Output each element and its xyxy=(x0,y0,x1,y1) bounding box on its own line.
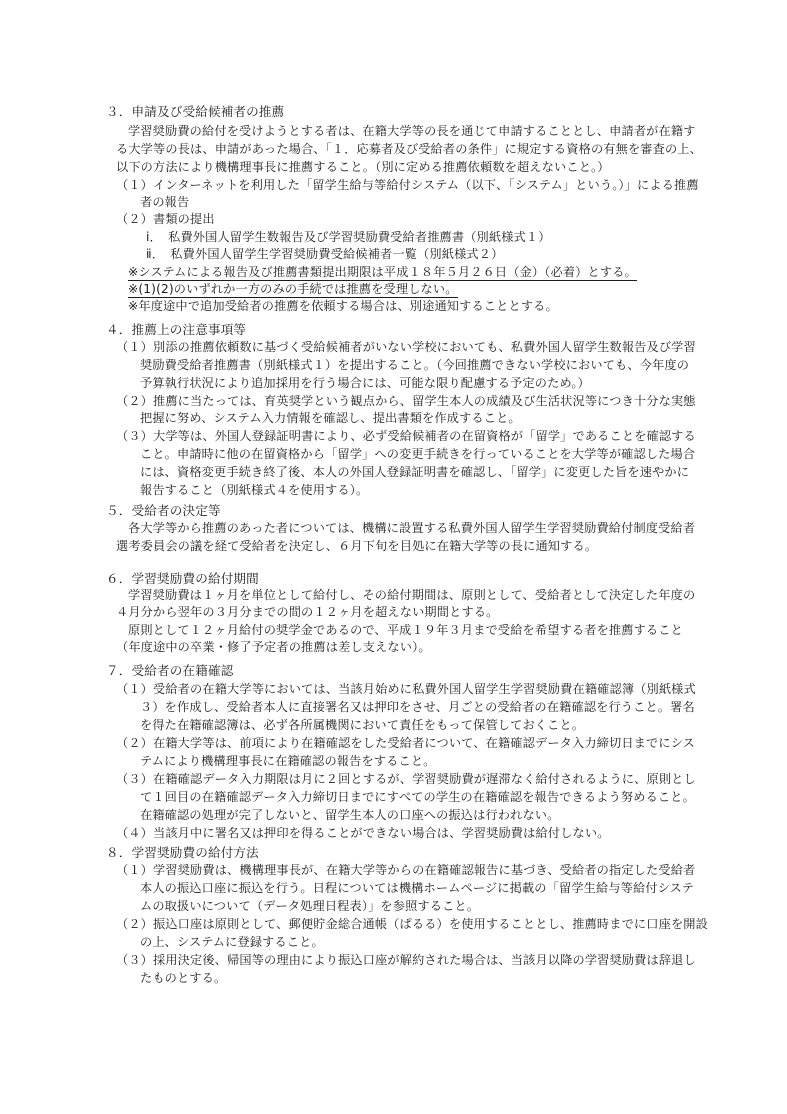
list-item-continuation: 把握に努め、システム入力情報を確認し、提出書類を作成すること。 xyxy=(140,411,521,425)
list-item-continuation: 予算執行状況により追加採用を行う場合には、可能な限り配慮する予定のため。） xyxy=(140,376,590,390)
section-heading: ７．受給者の在籍確認 xyxy=(106,663,234,678)
paragraph-line: 選考委員会の議を経て受給者を決定し、６月下旬を目処に在籍大学等の長に通知する。 xyxy=(116,539,598,553)
list-item: （１）受給者の在籍大学等においては、当該月始めに私費外国人留学生学習奨励費在籍確認簿（別紙様式 xyxy=(116,682,696,696)
section-heading: ４．推薦上の注意事項等 xyxy=(106,322,247,337)
list-item-continuation: 在籍確認の処理が完了しないと、留学生本人の口座への振込は行われない。 xyxy=(140,808,560,822)
list-item-continuation: には、資格変更手続き終了後、本人の外国人登録証明書を確認し、「留学」に変更した旨を速やかに xyxy=(140,465,690,479)
paragraph-line: 学習奨励費の給付を受けようとする者は、在籍大学等の長を通じて申請することとし、申請者が在籍す xyxy=(128,124,696,138)
list-item: （２）書類の提出 xyxy=(116,212,215,226)
list-item: （２）振込口座は原則として、郵便貯金総合通帳（ぱるる）を使用することとし、推薦時までに口座を開設 xyxy=(116,917,708,931)
list-item-continuation: の上、システムに登録すること。 xyxy=(140,935,324,949)
list-item: （３）大学等は、外国人登録証明書により、必ず受給候補者の在留資格が「留学」であることを確認する xyxy=(116,429,696,443)
list-item-continuation: 報告すること（別紙様式４を使用する）。 xyxy=(140,483,369,497)
section-heading: ８．学習奨励費の給付方法 xyxy=(106,845,259,860)
list-item: （１）学習奨励費は、機構理事長が、在籍大学等からの在籍確認報告に基づき、受給者の指定した受給者 xyxy=(116,863,696,877)
paragraph-line: （年度途中の卒業・修了予定者の推薦は差し支えない）。 xyxy=(116,640,431,654)
additional-note: ※年度途中で追加受給者の推薦を依頼する場合は、別途通知することとする。 xyxy=(128,299,558,313)
paragraph-line: 原則として１２ヶ月給付の奨学金であるので、平成１９年３月まで受給を希望する者を推薦すること xyxy=(128,623,683,637)
list-item-continuation: こと。申請時に他の在留資格から「留学」への変更手続きを行っていることを大学等が確認した場合 xyxy=(140,447,696,461)
sub-list-item: ⅰ． 私費外国人留学生数報告及び学習奨励費受給者推薦書（別紙様式１） xyxy=(146,230,551,244)
section-heading: ３．申請及び受給候補者の推薦 xyxy=(106,104,285,119)
paragraph-line: 以下の方法により機構理事長に推薦すること。（別に定める推薦依頼数を超えないこと。） xyxy=(116,160,610,174)
procedure-note: ※(1)(2)のいずれか一方のみの手続では推薦を受理しない。 xyxy=(128,282,458,296)
list-item: （１）インターネットを利用した「留学生給与等給付システム（以下、「システム」という。）」による推薦 xyxy=(116,178,699,192)
paragraph-line: ４月分から翌年の３月分までの間の１２ヶ月を超えない期間とする。 xyxy=(116,605,499,619)
list-item: （３）採用決定後、帰国等の理由により振込口座が解約された場合は、当該月以降の学習奨励費は辞退し xyxy=(116,953,696,967)
deadline-note: ※システムによる報告及び推薦書類提出期限は平成１８年５月２６日（金）（必着）とする。 xyxy=(128,265,637,279)
list-item-continuation: テムにより機構理事長に在籍確認の報告をすること。 xyxy=(140,754,436,768)
list-item: （３）在籍確認データ入力期限は月に２回とするが、学習奨励費が遅滞なく給付されるように、原則とし xyxy=(116,772,696,786)
list-item-continuation: を得た在籍確認簿は、必ず各所属機関において責任をもって保管しておくこと。 xyxy=(140,718,585,732)
list-item: （１）別添の推薦依頼数に基づく受給候補者がいない学校においても、私費外国人留学生数報告及び学習 xyxy=(116,340,696,354)
list-item-continuation: 奨励費受給者推薦書（別紙様式１）を提出すること。（今回推薦できない学校においても、今年度の xyxy=(140,358,690,372)
sub-list-item: ⅱ． 私費外国人留学生学習奨励費受給候補者一覧（別紙様式２） xyxy=(146,247,504,261)
list-item-continuation: ３）を作成し、受給者本人に直接署名又は押印をさせ、月ごとの受給者の在籍確認を行うこと。署名 xyxy=(140,700,695,714)
paragraph-line: 各大学等から推薦のあった者については、機構に設置する私費外国人留学生学習奨励費給付制度受給者 xyxy=(128,521,696,535)
list-item-continuation: 者の報告 xyxy=(140,195,190,209)
list-item: （２）在籍大学等は、前項により在籍確認をした受給者について、在籍確認データ入力締切日までにシス xyxy=(116,736,696,750)
paragraph-line: る大学等の長は、申請があった場合、「１．応募者及び受給者の条件」に規定する資格の有無を審査の上、 xyxy=(116,142,702,156)
section-heading: ５．受給者の決定等 xyxy=(106,503,221,518)
list-item: （２）推薦に当たっては、育英奨学という観点から、留学生本人の成績及び生活状況等につき十分な実態 xyxy=(116,394,696,408)
list-item-continuation: 本人の振込口座に振込を行う。日程については機構ホームページに掲載の「留学生給与等給付システ xyxy=(140,881,695,895)
section-heading: ６．学習奨励費の給付期間 xyxy=(106,571,259,586)
paragraph-line: 学習奨励費は１ヶ月を単位として給付し、その給付期間は、原則として、受給者として決定した年度の xyxy=(128,588,696,602)
list-item-continuation: て１回目の在籍確認データ入力締切日までにすべての学生の在籍確認を報告できるよう努めること。 xyxy=(140,790,695,804)
list-item-continuation: たものとする。 xyxy=(140,971,227,985)
list-item-continuation: ムの取扱いについて（データ処理日程表）」を参照すること。 xyxy=(140,899,480,913)
list-item: （４）当該月中に署名又は押印を得ることができない場合は、学習奨励費は給付しない。 xyxy=(116,826,610,840)
